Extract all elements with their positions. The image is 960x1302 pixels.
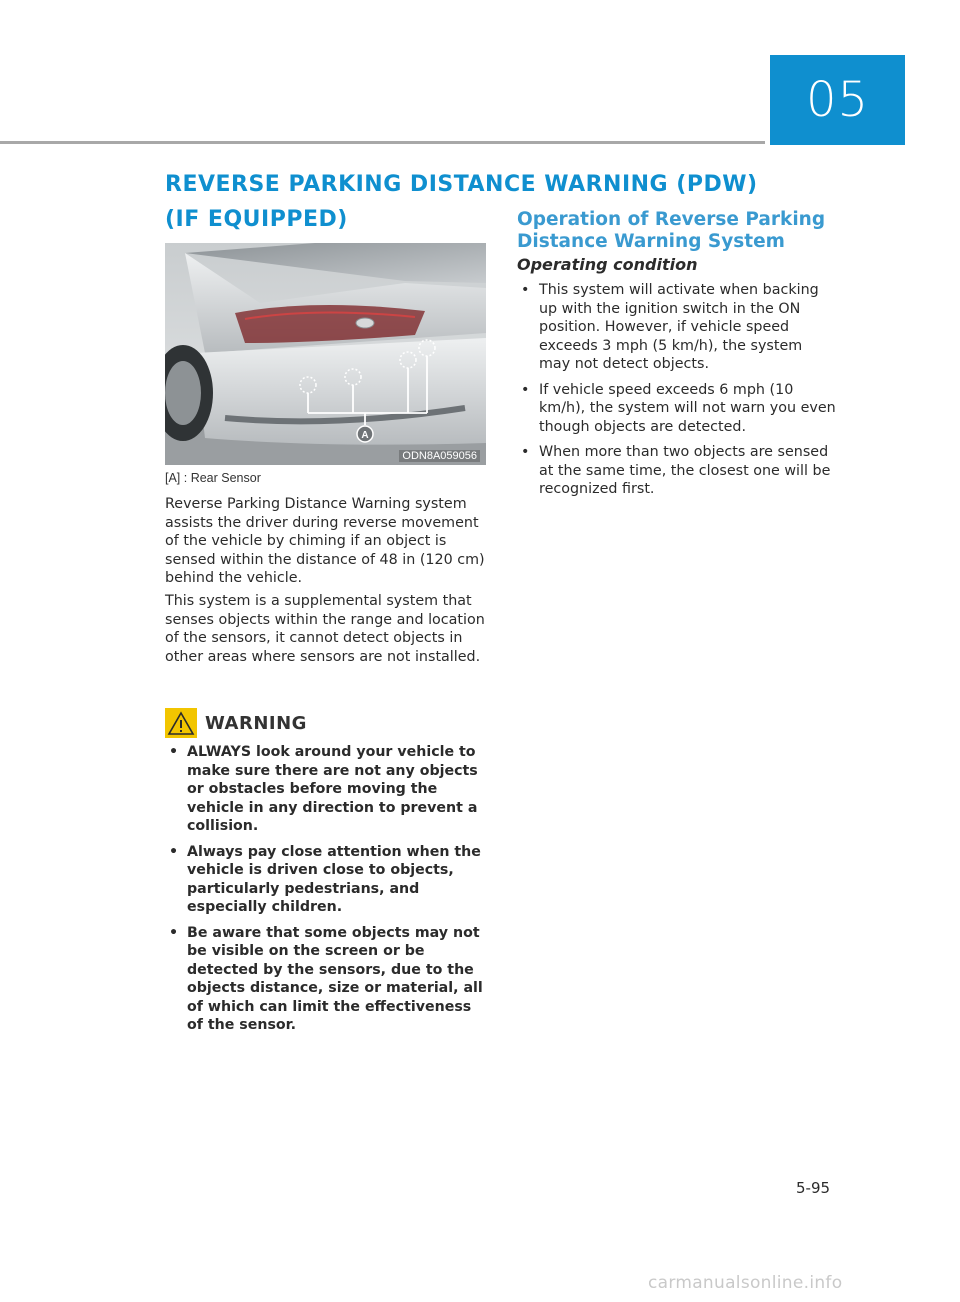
warning-item: • Be aware that some objects may not be visible on the screen or be detected by the sensors, due to the objects distance, size or material, all of which can limit the effectiveness of the sensor.: [169, 924, 483, 1033]
chapter-number: 05: [805, 72, 870, 128]
warning-list: [165, 743, 490, 1042]
figure-code: ODN8A059056: [399, 450, 480, 462]
condition-item: • This system will activate when backing up with the ignition switch in the ON position. However, if vehicle speed exceeds 3 mph (5 km/h), the system may not detect objects.: [521, 282, 819, 372]
section-title: REVERSE PARKING DISTANCE WARNING (PDW): [165, 172, 758, 197]
condition-item: • When more than two objects are sensed at the same time, the closest one will be recognized first.: [521, 444, 831, 497]
chapter-tab: [770, 55, 905, 145]
condition-item: • If vehicle speed exceeds 6 mph (10 km/h), the system will not warn you even though objects are detected.: [521, 381, 836, 435]
warning-item: • Always pay close attention when the vehicle is driven close to objects, particularly pedestrians, and especially children.: [169, 843, 481, 915]
warning-triangle-icon: [165, 708, 197, 738]
bullet-icon: •: [521, 444, 530, 460]
figure-caption: [A] : Rear Sensor: [165, 471, 261, 485]
bullet-icon: •: [521, 282, 530, 298]
rear-sensor-figure: [165, 243, 486, 465]
header-rule: [0, 141, 765, 144]
warning-item: • ALWAYS look around your vehicle to make sure there are not any objects or obstacles before moving the vehicle in any direction to prevent a collision.: [169, 744, 478, 834]
operating-condition-title: Operating condition: [517, 255, 698, 274]
car-rear-illustration: [165, 243, 486, 465]
warning-label: WARNING: [205, 712, 307, 734]
page-number: 5-95: [796, 1179, 831, 1197]
watermark: carmanualsonline.info: [648, 1273, 843, 1293]
section-title-equipped: (IF EQUIPPED): [165, 207, 348, 232]
warning-heading: [165, 708, 307, 738]
operation-title: Operation of Reverse Parking Distance Warning System: [517, 209, 826, 252]
bullet-icon: •: [521, 381, 530, 398]
callout-a-label: A: [361, 430, 369, 441]
operating-condition-list: [517, 281, 837, 506]
intro-paragraph-2: This system is a supplemental system that senses objects within the range and location of the sensors, it cannot detect objects in other areas where sensors are not installed.: [165, 593, 485, 665]
bullet-icon: •: [169, 924, 179, 941]
intro-paragraph-1: Reverse Parking Distance Warning system assists the driver during reverse movement of the vehicle by chiming if an object is sensed within the distance of 48 in (120 cm) behind the vehicle.: [165, 496, 485, 586]
bullet-icon: •: [169, 843, 179, 860]
bullet-icon: •: [169, 744, 179, 760]
